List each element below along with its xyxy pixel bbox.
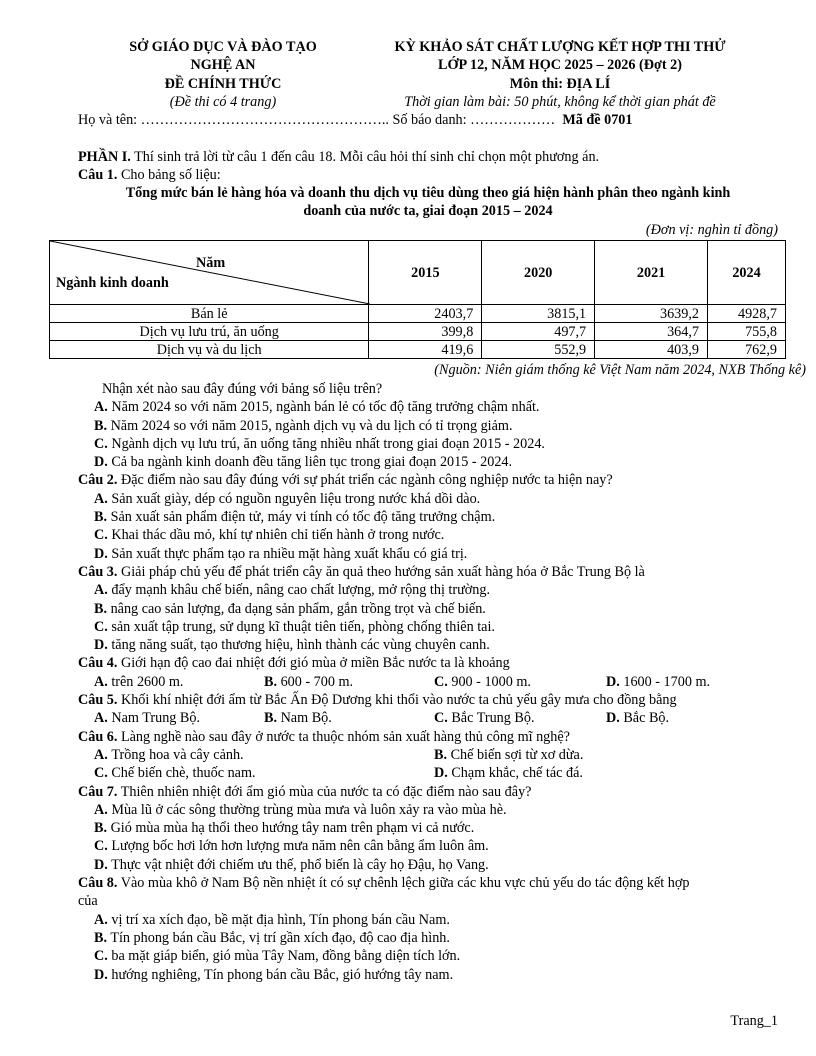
q1-label: Câu 1. (78, 167, 118, 183)
option-b: B. Chế biến sợi từ xơ dừa. (434, 746, 584, 763)
q1-stem: Nhận xét nào sau đây đúng với bảng số liệu trên? (102, 381, 383, 397)
option-c: C. Ngành dịch vụ lưu trú, ăn uống tăng nhiều nhất trong giai đoạn 2015 - 2024. (94, 435, 545, 452)
year-header: 2020 (482, 241, 595, 305)
q4-stem: Câu 4. Giới hạn độ cao đai nhiệt đới gió mùa ở miền Bắc nước ta là khoảng (78, 655, 510, 672)
year-header: 2015 (369, 241, 482, 305)
value-cell: 497,7 (482, 323, 595, 341)
part1-instruction (78, 148, 599, 166)
part1-label: PHẦN I. (78, 149, 131, 165)
option-b: B. Sản xuất sản phẩm điện tử, máy vi tính có tốc độ tăng trưởng chậm. (94, 509, 496, 526)
option-c: C. Khai thác dầu mỏ, khí tự nhiên chỉ tiến hành ở trong nước. (94, 527, 445, 544)
table-title-line1: Tổng mức bán lẻ hàng hóa và doanh thu dịch vụ tiêu dùng theo giá hiện hành phân theo ngành kinh (125, 185, 731, 201)
option-d: D. Sản xuất thực phẩm tạo ra nhiều mặt hàng xuất khẩu có giá trị. (94, 545, 468, 562)
table-title-line2: doanh của nước ta, giai đoạn 2015 – 2024 (303, 203, 553, 219)
value-cell: 2403,7 (369, 305, 482, 323)
table-unit: (Đơn vị: nghìn tỉ đồng) (645, 222, 778, 238)
value-cell: 755,8 (708, 323, 786, 341)
option-a: A. Trồng hoa và cây cảnh. (94, 746, 244, 763)
exam-title: KỲ KHẢO SÁT CHẤT LƯỢNG KẾT HỢP THI THỬ (394, 39, 726, 55)
value-cell: 364,7 (595, 323, 708, 341)
sector-cell: Dịch vụ lưu trú, ăn uống (50, 323, 369, 341)
option-b: B. Năm 2024 so với năm 2015, ngành dịch vụ và du lịch có tỉ trọng giảm. (94, 417, 513, 434)
province-name: NGHỆ AN (190, 57, 256, 74)
option-c: C. ba mặt giáp biển, gió mùa Tây Nam, đồng bằng diện tích lớn. (94, 948, 461, 965)
option-c: C. Chế biến chè, thuốc nam. (94, 765, 256, 782)
duration-note: Thời gian làm bài: 50 phút, không kể thời gian phát đề (404, 93, 716, 110)
option-d: D. Bắc Bộ. (606, 710, 670, 727)
q5-options (94, 709, 798, 727)
corner-diagonal (50, 241, 370, 304)
option-b: B. nâng cao sản lượng, đa dạng sản phẩm, gắn trồng trọt và chế biến. (94, 600, 486, 617)
q8-stem: Câu 8. Vào mùa khô ở Nam Bộ nền nhiệt ít có sự chênh lệch giữa các khu vực chủ yếu do tác động kết hợp (78, 875, 690, 892)
table-corner-cell (50, 241, 369, 305)
sector-cell: Bán lẻ (50, 305, 369, 323)
q6-stem: Câu 6. Làng nghề nào sau đây ở nước ta thuộc nhóm sản xuất hàng thủ công mĩ nghệ? (78, 728, 570, 745)
questions (78, 380, 798, 984)
table-row (50, 323, 786, 341)
sector-cell: Dịch vụ và du lịch (50, 341, 369, 359)
option-b: B. Gió mùa mùa hạ thổi theo hướng tây nam trên phạm vi cả nước. (94, 820, 475, 837)
option-d: D. Chạm khắc, chế tác đá. (434, 765, 583, 782)
year-header: 2024 (708, 241, 786, 305)
option-d: D. 1600 - 1700 m. (606, 673, 711, 690)
q1-intro (78, 166, 221, 184)
q1-text: Cho bảng số liệu: (120, 167, 221, 183)
part1-text: Thí sinh trả lời từ câu 1 đến câu 18. Mỗi câu hỏi thí sinh chỉ chọn một phương án. (134, 149, 600, 165)
q8-stem-cont: của (78, 893, 98, 910)
option-a: A. trên 2600 m. (94, 673, 184, 690)
corner-year-label: Năm (196, 255, 226, 271)
option-c: C. sản xuất tập trung, sử dụng kĩ thuật tiên tiến, phòng chống thiên tai. (94, 618, 495, 635)
option-c: C. Bắc Trung Bộ. (434, 710, 535, 727)
value-cell: 419,6 (369, 341, 482, 359)
name-label: Họ và tên: …………………………………………….. (78, 112, 389, 128)
option-b: B. Tín phong bán cầu Bắc, vị trí gần xích đạo, độ cao địa hình. (94, 929, 450, 946)
table-row (50, 341, 786, 359)
department-name: SỞ GIÁO DỤC VÀ ĐÀO TẠO (129, 39, 317, 55)
page-count-note: (Đề thi có 4 trang) (169, 93, 277, 110)
option-a: A. Nam Trung Bộ. (94, 710, 201, 727)
header-left (78, 38, 368, 111)
official-label: ĐỀ CHÍNH THỨC (164, 75, 282, 92)
option-a: A. Mùa lũ ở các sông thường trùng mùa mưa và luôn xảy ra vào mùa hè. (94, 801, 507, 818)
option-b: B. Nam Bộ. (264, 710, 332, 727)
option-a: A. đẩy mạnh khâu chế biến, nâng cao chất lượng, mở rộng thị trường. (94, 582, 491, 599)
student-line (78, 111, 633, 129)
table-row (50, 305, 786, 323)
table-source: (Nguồn: Niên giám thống kê Việt Nam năm 2024, NXB Thống kê) (434, 362, 806, 378)
option-b: B. 600 - 700 m. (264, 673, 354, 690)
exam-code: Mã đề 0701 (562, 112, 633, 128)
value-cell: 3639,2 (595, 305, 708, 323)
option-d: D. Cả ba ngành kinh doanh đều tăng liên tục trong giai đoạn 2015 - 2024. (94, 454, 513, 471)
subject: Môn thi: ĐỊA LÍ (509, 75, 611, 92)
q6-options-row2 (94, 764, 798, 782)
option-d: D. hướng nghiêng, Tín phong bán cầu Bắc, gió hướng tây nam. (94, 966, 454, 983)
value-cell: 552,9 (482, 341, 595, 359)
option-a: A. vị trí xa xích đạo, bề mặt địa hình, Tín phong bán cầu Nam. (94, 911, 450, 928)
value-cell: 3815,1 (482, 305, 595, 323)
value-cell: 4928,7 (708, 305, 786, 323)
corner-sector-label: Ngành kinh doanh (56, 275, 169, 291)
option-d: D. tăng năng suất, tạo thương hiệu, hình thành các vùng chuyên canh. (94, 637, 490, 654)
q3-stem: Câu 3. Giải pháp chủ yếu để phát triển cây ăn quả theo hướng sản xuất hàng hóa ở Bắc Trung Bộ là (78, 563, 645, 580)
data-table (49, 240, 786, 359)
option-d: D. Thực vật nhiệt đới chiếm ưu thế, phổ biến là cây họ Đậu, họ Vang. (94, 856, 489, 873)
q6-options-row1 (94, 746, 798, 764)
page-number: Trang_1 (730, 1013, 778, 1029)
value-cell: 399,8 (369, 323, 482, 341)
q7-stem: Câu 7. Thiên nhiên nhiệt đới ẩm gió mùa của nước ta có đặc điểm nào sau đây? (78, 783, 532, 800)
table-header-row (50, 241, 786, 305)
option-a: A. Năm 2024 so với năm 2015, ngành bán lẻ có tốc độ tăng trưởng chậm nhất. (94, 399, 540, 416)
option-c: C. 900 - 1000 m. (434, 673, 531, 690)
grade-year: LỚP 12, NĂM HỌC 2025 – 2026 (Đợt 2) (438, 57, 682, 74)
value-cell: 403,9 (595, 341, 708, 359)
year-header: 2021 (595, 241, 708, 305)
q2-stem: Câu 2. Đặc điểm nào sau đây đúng với sự phát triển các ngành công nghiệp nước ta hiện nay? (78, 472, 613, 489)
id-label: Số báo danh: ……………… (392, 112, 556, 128)
value-cell: 762,9 (708, 341, 786, 359)
option-c: C. Lượng bốc hơi lớn hơn lượng mưa năm nên cân bằng ẩm luôn âm. (94, 838, 489, 855)
q4-options (94, 673, 798, 691)
q5-stem: Câu 5. Khối khí nhiệt đới ẩm từ Bắc Ấn Độ Dương khi thổi vào nước ta chủ yếu gây mưa cho đồng bằng (78, 692, 677, 709)
header-right (360, 38, 760, 111)
option-a: A. Sản xuất giày, dép có nguồn nguyên liệu trong nước khá dồi dào. (94, 490, 481, 507)
